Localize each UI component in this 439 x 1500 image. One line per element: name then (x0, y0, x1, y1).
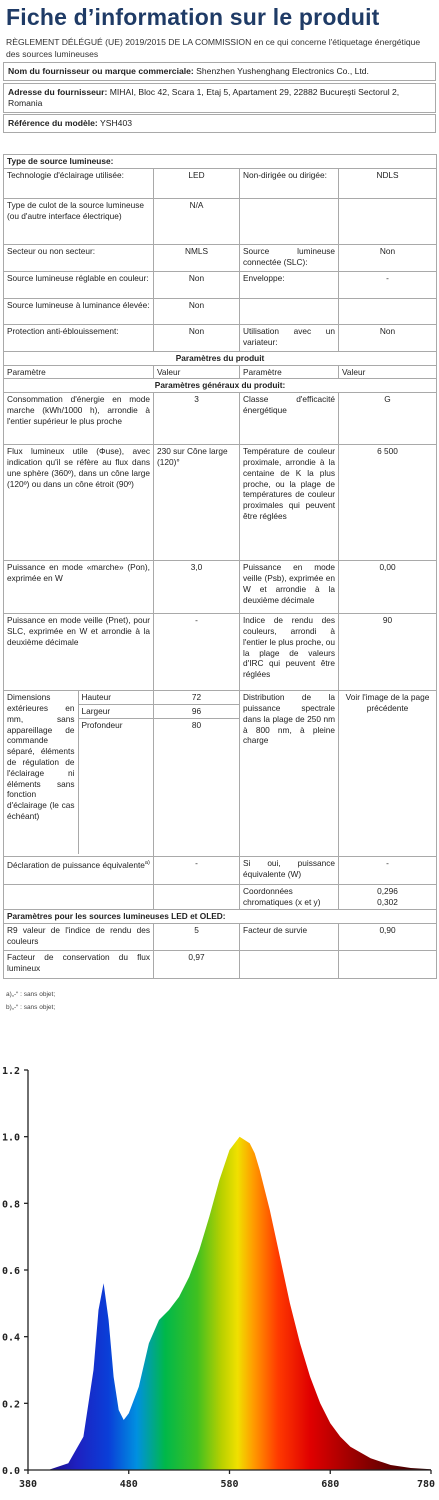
model-label: Référence du modèle: (8, 118, 98, 128)
table-row: Type de culot de la source lumineuse (ou d'autre interface électrique) N/A (4, 198, 437, 244)
general-params-header: Paramètres généraux du produit: (4, 379, 437, 393)
page-title: Fiche d’information sur le produit (6, 4, 380, 30)
dimension-width-value: 96 (154, 705, 239, 719)
x-tick-label: 680 (321, 1479, 340, 1490)
column-header-row: Paramètre Valeur Paramètre Valeur (4, 365, 437, 379)
chromaticity-y: 0,302 (377, 896, 398, 907)
spectral-distribution-label: Distribution de la puissance spectrale dans la plage de 250 nm à 800 nm, à pleine charge (240, 691, 339, 857)
light-source-type-header: Type de source lumineuse: (4, 155, 437, 169)
product-sheet-table (3, 154, 437, 979)
model-value: YSH403 (100, 118, 133, 128)
x-tick-label: 380 (19, 1479, 38, 1490)
chart-plot-area (48, 1137, 431, 1470)
table-row: Consommation d'énergie en mode marche (kWh/1000 h), arrondie à l'entier supérieur le plus proche 3 Classe d'efficacité énergétique G (4, 393, 437, 445)
equivalent-note-ref: a) (144, 860, 150, 867)
address-value: MIHAI, Bloc 42, Scara 1, Etaj 5, Apartament 29, 22882 București Sectorul 2, Romania (8, 87, 400, 108)
dimensions-row (4, 691, 437, 857)
supplier-label: Nom du fournisseur ou marque commerciale: (8, 66, 194, 76)
spectrum-area (48, 1137, 431, 1470)
spectral-power-chart (0, 1058, 439, 1500)
table-row: Puissance en mode «marche» (Pon), exprimée en W 3,0 Puissance en mode veille (Psb), exprimée en W et arrondie à la deuxième décimale 0,00 (4, 561, 437, 614)
table-row: Source lumineuse réglable en couleur: Non Enveloppe: - (4, 271, 437, 298)
supplier-row (3, 62, 436, 81)
product-params-header: Paramètres du produit (4, 351, 437, 365)
table-row: Flux lumineux utile (Φuse), avec indication qu'il se réfère au flux dans une sphère (360º), dans un cône large (120º) ou dans un cône étroit (90º) 230 sur Cône large (120)° Température de couleur proximale, arrondie à la centaine de K la plus proche, ou la plage de températures de couleur proximales qui peuvent être réglées 6 500 (4, 445, 437, 561)
dimension-height-value: 72 (154, 691, 239, 705)
y-tick-label: 1.2 (2, 1066, 21, 1077)
table-row: Facteur de conservation du flux lumineux 0,97 (4, 950, 437, 978)
footnotes (6, 988, 55, 1014)
equivalent-label: Déclaration de puissance équivalente (7, 859, 145, 870)
table-row: Protection anti-éblouissement: Non Utilisation avec un variateur: Non (4, 324, 437, 351)
spectral-distribution-value: Voir l'image de la page précédente (339, 691, 437, 857)
table-row: Secteur ou non secteur: NMLS Source lumineuse connectée (SLC): Non (4, 244, 437, 271)
dimension-depth-label: Profondeur (81, 719, 123, 730)
table-row: Source lumineuse à luminance élevée: Non (4, 298, 437, 324)
dimension-height-label: Hauteur (79, 691, 154, 705)
address-label: Adresse du fournisseur: (8, 87, 108, 97)
dimensions-label: Dimensions extérieures en mm, sans appareillage de commande séparé, éléments de régulation de l'éclairage ni éléments sans fonction d'éclairage (le cas échéant) (4, 691, 78, 854)
footnote-a: a)„-“ : sans objet; (6, 991, 56, 998)
chromaticity-row (4, 885, 437, 910)
address-row (3, 83, 436, 113)
y-tick-label: 0.2 (2, 1399, 21, 1411)
x-tick-label: 780 (417, 1479, 436, 1490)
table-row: R9 valeur de l'indice de rendu des couleurs 5 Facteur de survie 0,90 (4, 923, 437, 950)
y-tick-label: 0.6 (2, 1266, 21, 1277)
y-tick-label: 1.0 (2, 1132, 21, 1144)
dimension-width-label: Largeur (79, 705, 154, 719)
supplier-value: Shenzhen Yushenghang Electronics Co., Ltd. (196, 66, 369, 76)
regulation-text: RÈGLEMENT DÉLÉGUÉ (UE) 2019/2015 DE LA COMMISSION en ce qui concerne l'étiquetage énergétique des sources lumineuses (6, 37, 421, 59)
x-tick-label: 480 (119, 1479, 138, 1490)
table-row: Technologie d'éclairage utilisée: LED Non-dirigée ou dirigée: NDLS (4, 168, 437, 198)
x-tick-label: 580 (220, 1479, 239, 1490)
y-tick-label: 0.0 (2, 1466, 21, 1477)
led-params-header: Paramètres pour les sources lumineuses LED et OLED: (4, 910, 437, 924)
y-tick-label: 0.4 (2, 1332, 21, 1344)
y-tick-label: 0.8 (2, 1199, 21, 1211)
footnote-b: b)„-“ : sans objet; (6, 1004, 56, 1011)
model-row (3, 114, 436, 133)
table-row: Puissance en mode veille (Pnet), pour SLC, exprimée en W et arrondie à la deuxième décimale - Indice de rendu des couleurs, arrondi à l'entier le plus proche, ou la plage de valeurs d'IRC qui peuvent être réglées 90 (4, 614, 437, 691)
chromaticity-label: Coordonnées chromatiques (x et y) (240, 885, 339, 910)
chromaticity-x: 0,296 (377, 886, 398, 897)
table-row: Déclaration de puissance équivalente$^{a)}$ - Si oui, puissance équivalente (W) - (4, 857, 437, 885)
dimension-depth-value: 80 (191, 719, 202, 730)
